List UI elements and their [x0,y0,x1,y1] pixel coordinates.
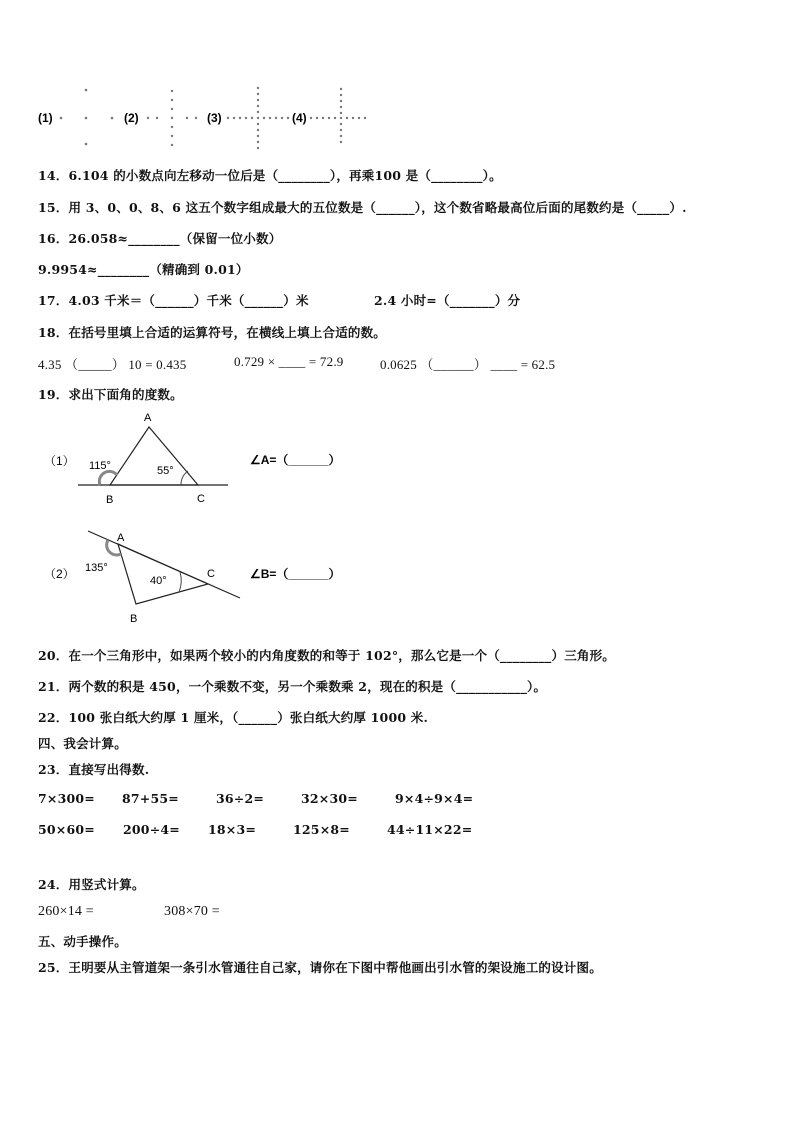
figure1-index: （1） [44,454,75,468]
answer-angle-B: ∠B=（______） [250,567,341,581]
vertex-B1: B [106,494,114,506]
dot-label-2: (2) [124,111,139,125]
calc-item: 9×4÷9×4= [395,791,474,806]
calc-item: 18×3= [208,822,257,837]
triangle-figure-2 [38,525,368,630]
vertex-C2: C [207,568,215,580]
angle-55: 55° [157,465,174,477]
angle-115: 115° [89,460,111,472]
calc-item: 7×300= [38,791,95,806]
calc-item: 32×30= [301,791,358,806]
calc-item: 36÷2= [216,791,265,806]
question-15: 15．用 3、0、0、8、6 这五个数字组成最大的五位数是（______），这个数省略最高位后面的尾数约是（_____）. [38,200,687,215]
section-4-heading: 四、我会计算。 [38,736,127,751]
calc-item: 50×60= [38,822,95,837]
vertex-B2: B [130,613,138,625]
question-14: 14．6.104 的小数点向左移动一位后是（________），再乘100 是（________）。 [38,168,502,183]
question-19: 19．求出下面角的度数。 [38,387,183,402]
vertex-C1: C [197,493,205,505]
triangle-figure-1 [38,405,368,510]
dot-label-4: (4) [292,111,307,125]
question-21: 21．两个数的积是 450，一个乘数不变，另一个乘数乘 2，现在的积是（___________）。 [38,679,547,694]
calc-item: 125×8= [293,822,350,837]
calc-item: 87+55= [122,791,179,806]
q18-op-2: 0.729 × ____ = 72.9 [234,354,344,369]
question-23: 23．直接写出得数. [38,762,150,777]
vertex-A1: A [144,412,152,424]
q24-op-1: 260×14 = [38,904,94,919]
figure2-index: （2） [44,567,75,581]
section-5-heading: 五、动手操作。 [38,934,127,949]
dot-patterns [0,80,794,150]
question-16a: 16．26.058≈________（保留一位小数） [38,231,282,246]
calc-item: 44÷11×22= [387,822,473,837]
question-17b: 2.4 小时=（_______）分 [374,293,521,308]
question-16b: 9.9954≈________（精确到 0.01） [38,262,249,277]
q24-op-2: 308×70 = [164,904,220,919]
dot-label-1: (1) [38,111,53,125]
question-22: 22．100 张白纸大约厚 1 厘米，（______）张白纸大约厚 1000 米. [38,710,429,725]
answer-angle-A: ∠A=（______） [250,453,341,467]
dot-label-3: (3) [207,111,222,125]
q18-op-1: 4.35 （_____） 10 = 0.435 [38,357,187,372]
question-18: 18．在括号里填上合适的运算符号，在横线上填上合适的数。 [38,325,386,340]
calc-item: 200÷4= [123,822,180,837]
angle-135: 135° [85,562,108,574]
vertex-A2: A [117,532,125,544]
question-20: 20．在一个三角形中，如果两个较小的内角度数的和等于 102°，那么它是一个（________）三角形。 [38,648,615,663]
question-17a: 17．4.03 千米＝（______）千米（______）米 [38,293,309,308]
question-25: 25．王明要从主管道架一条引水管通往自己家，请你在下图中帮他画出引水管的架设施工的设计图。 [38,960,602,975]
angle-40: 40° [150,575,167,587]
q18-op-3: 0.0625 （______） ____ = 62.5 [380,357,556,372]
question-24: 24．用竖式计算。 [38,877,145,892]
